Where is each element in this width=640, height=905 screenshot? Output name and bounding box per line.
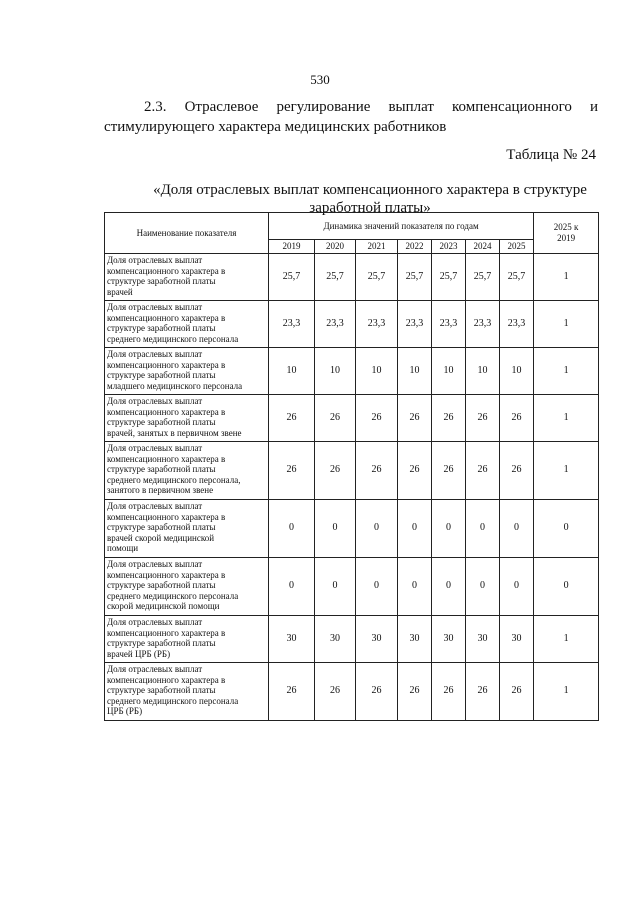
indicator-name-line: среднего медицинского персонала: [107, 333, 239, 344]
value-cell: 0: [500, 558, 534, 616]
indicator-name-line: младшего медицинского персонала: [107, 380, 243, 391]
value-cell: 26: [398, 442, 432, 500]
value-cell: 0: [398, 500, 432, 558]
table-row: [105, 301, 599, 348]
indicator-name-line: структуре заработной платы: [107, 685, 216, 696]
table-row: [105, 616, 599, 663]
value-cell: 26: [356, 442, 398, 500]
value-cell: 25,7: [315, 254, 356, 301]
indicator-name-line: компенсационного характера в: [107, 312, 226, 323]
indicator-name-line: Доля отраслевых выплат: [107, 559, 203, 569]
indicator-name: [105, 254, 269, 301]
value-cell: 26: [466, 663, 500, 721]
value-cell: 30: [432, 616, 466, 663]
indicator-name-line: структуре заработной платы: [107, 370, 216, 381]
indicator-name-line: Доля отраслевых выплат: [107, 501, 203, 511]
value-cell: 10: [466, 348, 500, 395]
indicator-name: [105, 442, 269, 500]
value-cell: 23,3: [398, 301, 432, 348]
value-cell: 26: [466, 395, 500, 442]
indicator-name-line: Доля отраслевых выплат: [107, 255, 203, 265]
value-cell: 30: [315, 616, 356, 663]
value-cell: 30: [466, 616, 500, 663]
value-cell: 25,7: [398, 254, 432, 301]
value-cell: 26: [315, 442, 356, 500]
table-row: [105, 348, 599, 395]
value-cell: 23,3: [500, 301, 534, 348]
ratio-cell: 1: [534, 663, 599, 721]
value-cell: 26: [269, 395, 315, 442]
value-cell: 30: [500, 616, 534, 663]
value-cell: 23,3: [432, 301, 466, 348]
indicator-name: [105, 301, 269, 348]
value-cell: 26: [500, 395, 534, 442]
value-cell: 23,3: [466, 301, 500, 348]
value-cell: 26: [466, 442, 500, 500]
value-cell: 10: [269, 348, 315, 395]
ratio-cell: 1: [534, 442, 599, 500]
table-row: [105, 254, 599, 301]
value-cell: 0: [500, 500, 534, 558]
header-year: 2023: [432, 240, 466, 254]
section-word: выплат: [388, 99, 434, 115]
ratio-cell: 0: [534, 500, 599, 558]
indicator-name: [105, 616, 269, 663]
header-year: 2025: [500, 240, 534, 254]
indicator-name-line: скорой медицинской помощи: [107, 601, 220, 612]
indicator-name-line: среднего медицинского персонала: [107, 590, 239, 601]
section-heading: [104, 97, 598, 137]
header-year: 2022: [398, 240, 432, 254]
value-cell: 25,7: [269, 254, 315, 301]
value-cell: 26: [398, 395, 432, 442]
value-cell: 10: [315, 348, 356, 395]
value-cell: 26: [269, 663, 315, 721]
value-cell: 0: [356, 558, 398, 616]
header-ratio-line2: 2019: [557, 233, 576, 243]
value-cell: 0: [432, 500, 466, 558]
indicator-name-line: компенсационного характера в: [107, 406, 226, 417]
table-number: Таблица № 24: [506, 147, 596, 163]
indicator-name-line: компенсационного характера в: [107, 627, 226, 638]
table-row: [105, 442, 599, 500]
value-cell: 25,7: [356, 254, 398, 301]
indicator-name-line: Доля отраслевых выплат: [107, 617, 203, 627]
header-year: 2020: [315, 240, 356, 254]
section-word: Отраслевое: [184, 99, 259, 115]
value-cell: 0: [432, 558, 466, 616]
indicator-name-line: компенсационного характера в: [107, 674, 226, 685]
header-year: 2021: [356, 240, 398, 254]
value-cell: 26: [398, 663, 432, 721]
value-cell: 25,7: [466, 254, 500, 301]
indicator-name-line: Доля отраслевых выплат: [107, 664, 203, 674]
value-cell: 0: [466, 558, 500, 616]
indicator-name-line: компенсационного характера в: [107, 265, 226, 276]
value-cell: 0: [269, 500, 315, 558]
ratio-cell: 1: [534, 254, 599, 301]
indicator-name-line: компенсационного характера в: [107, 359, 226, 370]
indicator-name-line: компенсационного характера в: [107, 569, 226, 580]
header-indicator-name: Наименование показателя: [105, 213, 269, 254]
table-title-line1: «Доля отраслевых выплат компенсационного характера в структуре: [153, 182, 587, 198]
indicator-name-line: компенсационного характера в: [107, 511, 226, 522]
header-dynamics: Динамика значений показателя по годам: [269, 213, 534, 240]
ratio-cell: 1: [534, 301, 599, 348]
indicator-name: [105, 663, 269, 721]
ratio-cell: 1: [534, 616, 599, 663]
value-cell: 26: [500, 442, 534, 500]
value-cell: 0: [466, 500, 500, 558]
value-cell: 30: [398, 616, 432, 663]
value-cell: 10: [432, 348, 466, 395]
indicator-name-line: врачей, занятых в первичном звене: [107, 427, 242, 438]
page-number: 530: [310, 72, 330, 87]
indicator-name-line: структуре заработной платы: [107, 276, 216, 287]
value-cell: 26: [432, 663, 466, 721]
section-word: компенсационного: [452, 99, 572, 115]
header-ratio-line1: 2025 к: [553, 222, 579, 233]
value-cell: 0: [315, 500, 356, 558]
indicator-table: [104, 212, 599, 721]
ratio-cell: 1: [534, 348, 599, 395]
header-year: 2019: [269, 240, 315, 254]
indicator-name-line: компенсационного характера в: [107, 453, 226, 464]
value-cell: 26: [356, 663, 398, 721]
indicator-name: [105, 348, 269, 395]
table-row: [105, 558, 599, 616]
ratio-cell: 0: [534, 558, 599, 616]
value-cell: 0: [356, 500, 398, 558]
value-cell: 26: [356, 395, 398, 442]
value-cell: 10: [500, 348, 534, 395]
value-cell: 25,7: [500, 254, 534, 301]
section-number: 2.3.: [144, 99, 167, 115]
header-year: 2024: [466, 240, 500, 254]
section-word: регулирование: [276, 99, 371, 115]
indicator-name: [105, 500, 269, 558]
value-cell: 0: [269, 558, 315, 616]
value-cell: 10: [398, 348, 432, 395]
table-title-line2: заработной платы»: [309, 200, 431, 216]
indicator-name-line: врачей ЦРБ (РБ): [107, 648, 171, 659]
header-ratio: [534, 213, 599, 254]
indicator-name-line: структуре заработной платы: [107, 323, 216, 334]
value-cell: 25,7: [432, 254, 466, 301]
value-cell: 10: [356, 348, 398, 395]
indicator-name-line: Доля отраслевых выплат: [107, 302, 203, 312]
indicator-name-line: Доля отраслевых выплат: [107, 443, 203, 453]
indicator-name: [105, 395, 269, 442]
indicator-name-line: структуре заработной платы: [107, 522, 216, 533]
value-cell: 26: [315, 395, 356, 442]
ratio-cell: 1: [534, 395, 599, 442]
section-word: и: [589, 99, 598, 115]
indicator-name-line: помощи: [107, 543, 139, 554]
value-cell: 0: [315, 558, 356, 616]
indicator-name-line: структуре заработной платы: [107, 417, 216, 428]
value-cell: 23,3: [315, 301, 356, 348]
indicator-name-line: Доля отраслевых выплат: [107, 396, 203, 406]
indicator-name-line: Доля отраслевых выплат: [107, 349, 203, 359]
table-row: [105, 663, 599, 721]
indicator-name-line: врачей скорой медицинской: [107, 532, 215, 543]
indicator-name-line: среднего медицинского персонала: [107, 695, 239, 706]
indicator-name-line: структуре заработной платы: [107, 580, 216, 591]
value-cell: 26: [432, 442, 466, 500]
value-cell: 26: [432, 395, 466, 442]
value-cell: 30: [269, 616, 315, 663]
value-cell: 23,3: [269, 301, 315, 348]
value-cell: 30: [356, 616, 398, 663]
indicator-name-line: занятого в первичном звене: [107, 485, 214, 496]
table-row: [105, 500, 599, 558]
section-heading-line1: [104, 97, 598, 117]
value-cell: 26: [500, 663, 534, 721]
indicator-name-line: врачей: [107, 286, 133, 297]
indicator-name-line: ЦРБ (РБ): [107, 706, 143, 717]
indicator-name-line: среднего медицинского персонала,: [107, 474, 241, 485]
value-cell: 0: [398, 558, 432, 616]
value-cell: 26: [269, 442, 315, 500]
section-heading-line2: стимулирующего характера медицинских работников: [104, 119, 447, 135]
value-cell: 26: [315, 663, 356, 721]
indicator-name-line: структуре заработной платы: [107, 464, 216, 475]
table-row: [105, 395, 599, 442]
indicator-name: [105, 558, 269, 616]
value-cell: 23,3: [356, 301, 398, 348]
indicator-name-line: структуре заработной платы: [107, 638, 216, 649]
